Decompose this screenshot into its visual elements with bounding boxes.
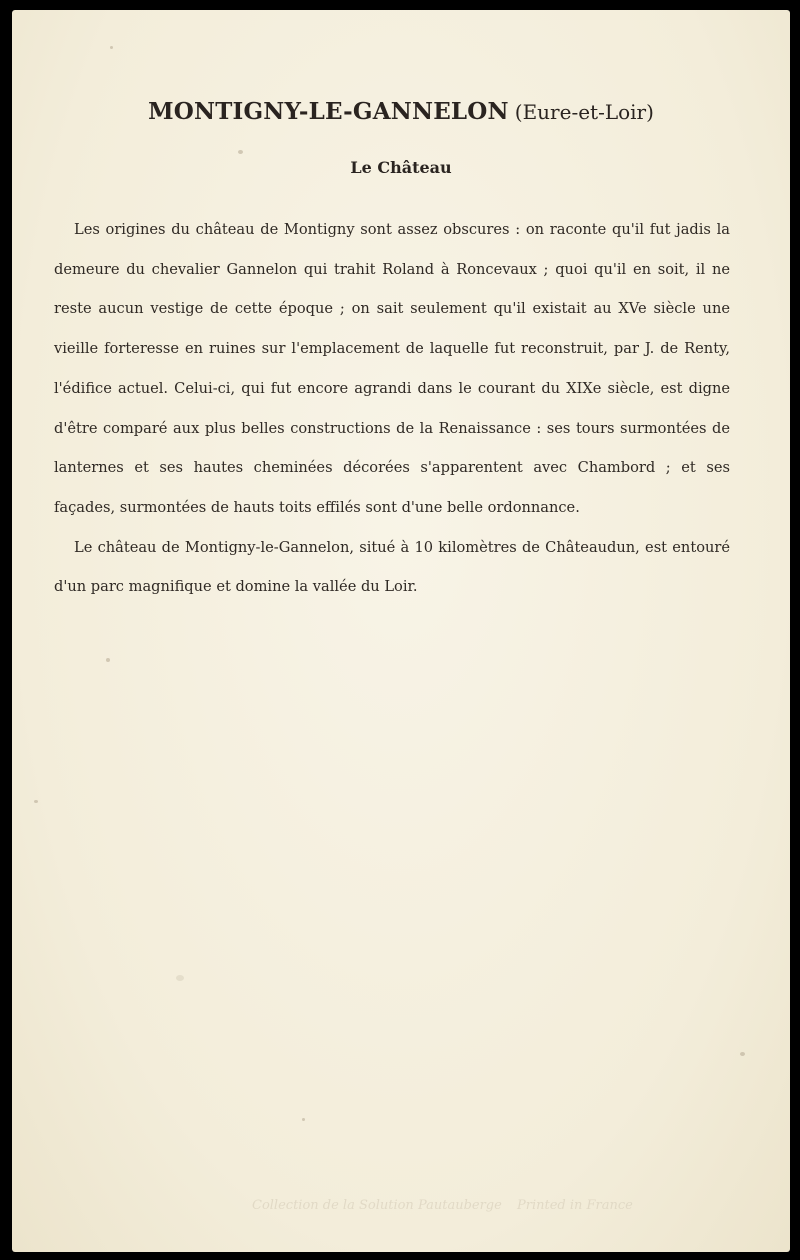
postcard-back xyxy=(12,10,790,1252)
paragraph-1: Les origines du château de Montigny sont assez obscures : on raconte qu'il fut jadis la demeure du chevalier Gannelon qui trahit Roland à Roncevaux ; quoi qu'il en soit, il ne reste aucun vestige de cette époque ; on sait seulement qu'il existait au XVe siècle une vieille forteresse en ruines sur l'emplacement de laquelle fut reconstruit, par J. de Renty, l'édifice actuel. Celui-ci, qui fut encore agrandi dans le courant du XIXe siècle, est digne d'être comparé aux plus belles constructions de la Renaissance : ses tours surmontées de lanternes et ses hautes cheminées décorées s'apparentent avec Chambord ; et ses façades, surmontées de hauts toits effilés sont d'une belle ordonnance. xyxy=(54,221,730,516)
paper-speck xyxy=(176,975,184,981)
title-region: (Eure-et-Loir) xyxy=(514,100,654,124)
paper-speck xyxy=(302,1118,305,1121)
subtitle: Le Château xyxy=(350,158,452,177)
paper-speck xyxy=(238,150,243,154)
paper-speck xyxy=(106,658,110,662)
footer-printed: Printed in France xyxy=(517,1198,633,1213)
footer-collection: Collection de la Solution Pautauberge xyxy=(252,1198,502,1213)
paper-speck xyxy=(740,1052,745,1056)
paragraph-2: Le château de Montigny-le-Gannelon, situé à 10 kilomètres de Châteaudun, est entouré d'un parc magnifique et domine la vallée du Loir. xyxy=(54,538,730,596)
paper-speck xyxy=(34,800,38,803)
body-text xyxy=(54,210,730,607)
page-title xyxy=(12,98,790,125)
paper-speck xyxy=(110,46,113,49)
title-main: MONTIGNY-LE-GANNELON xyxy=(148,98,509,125)
